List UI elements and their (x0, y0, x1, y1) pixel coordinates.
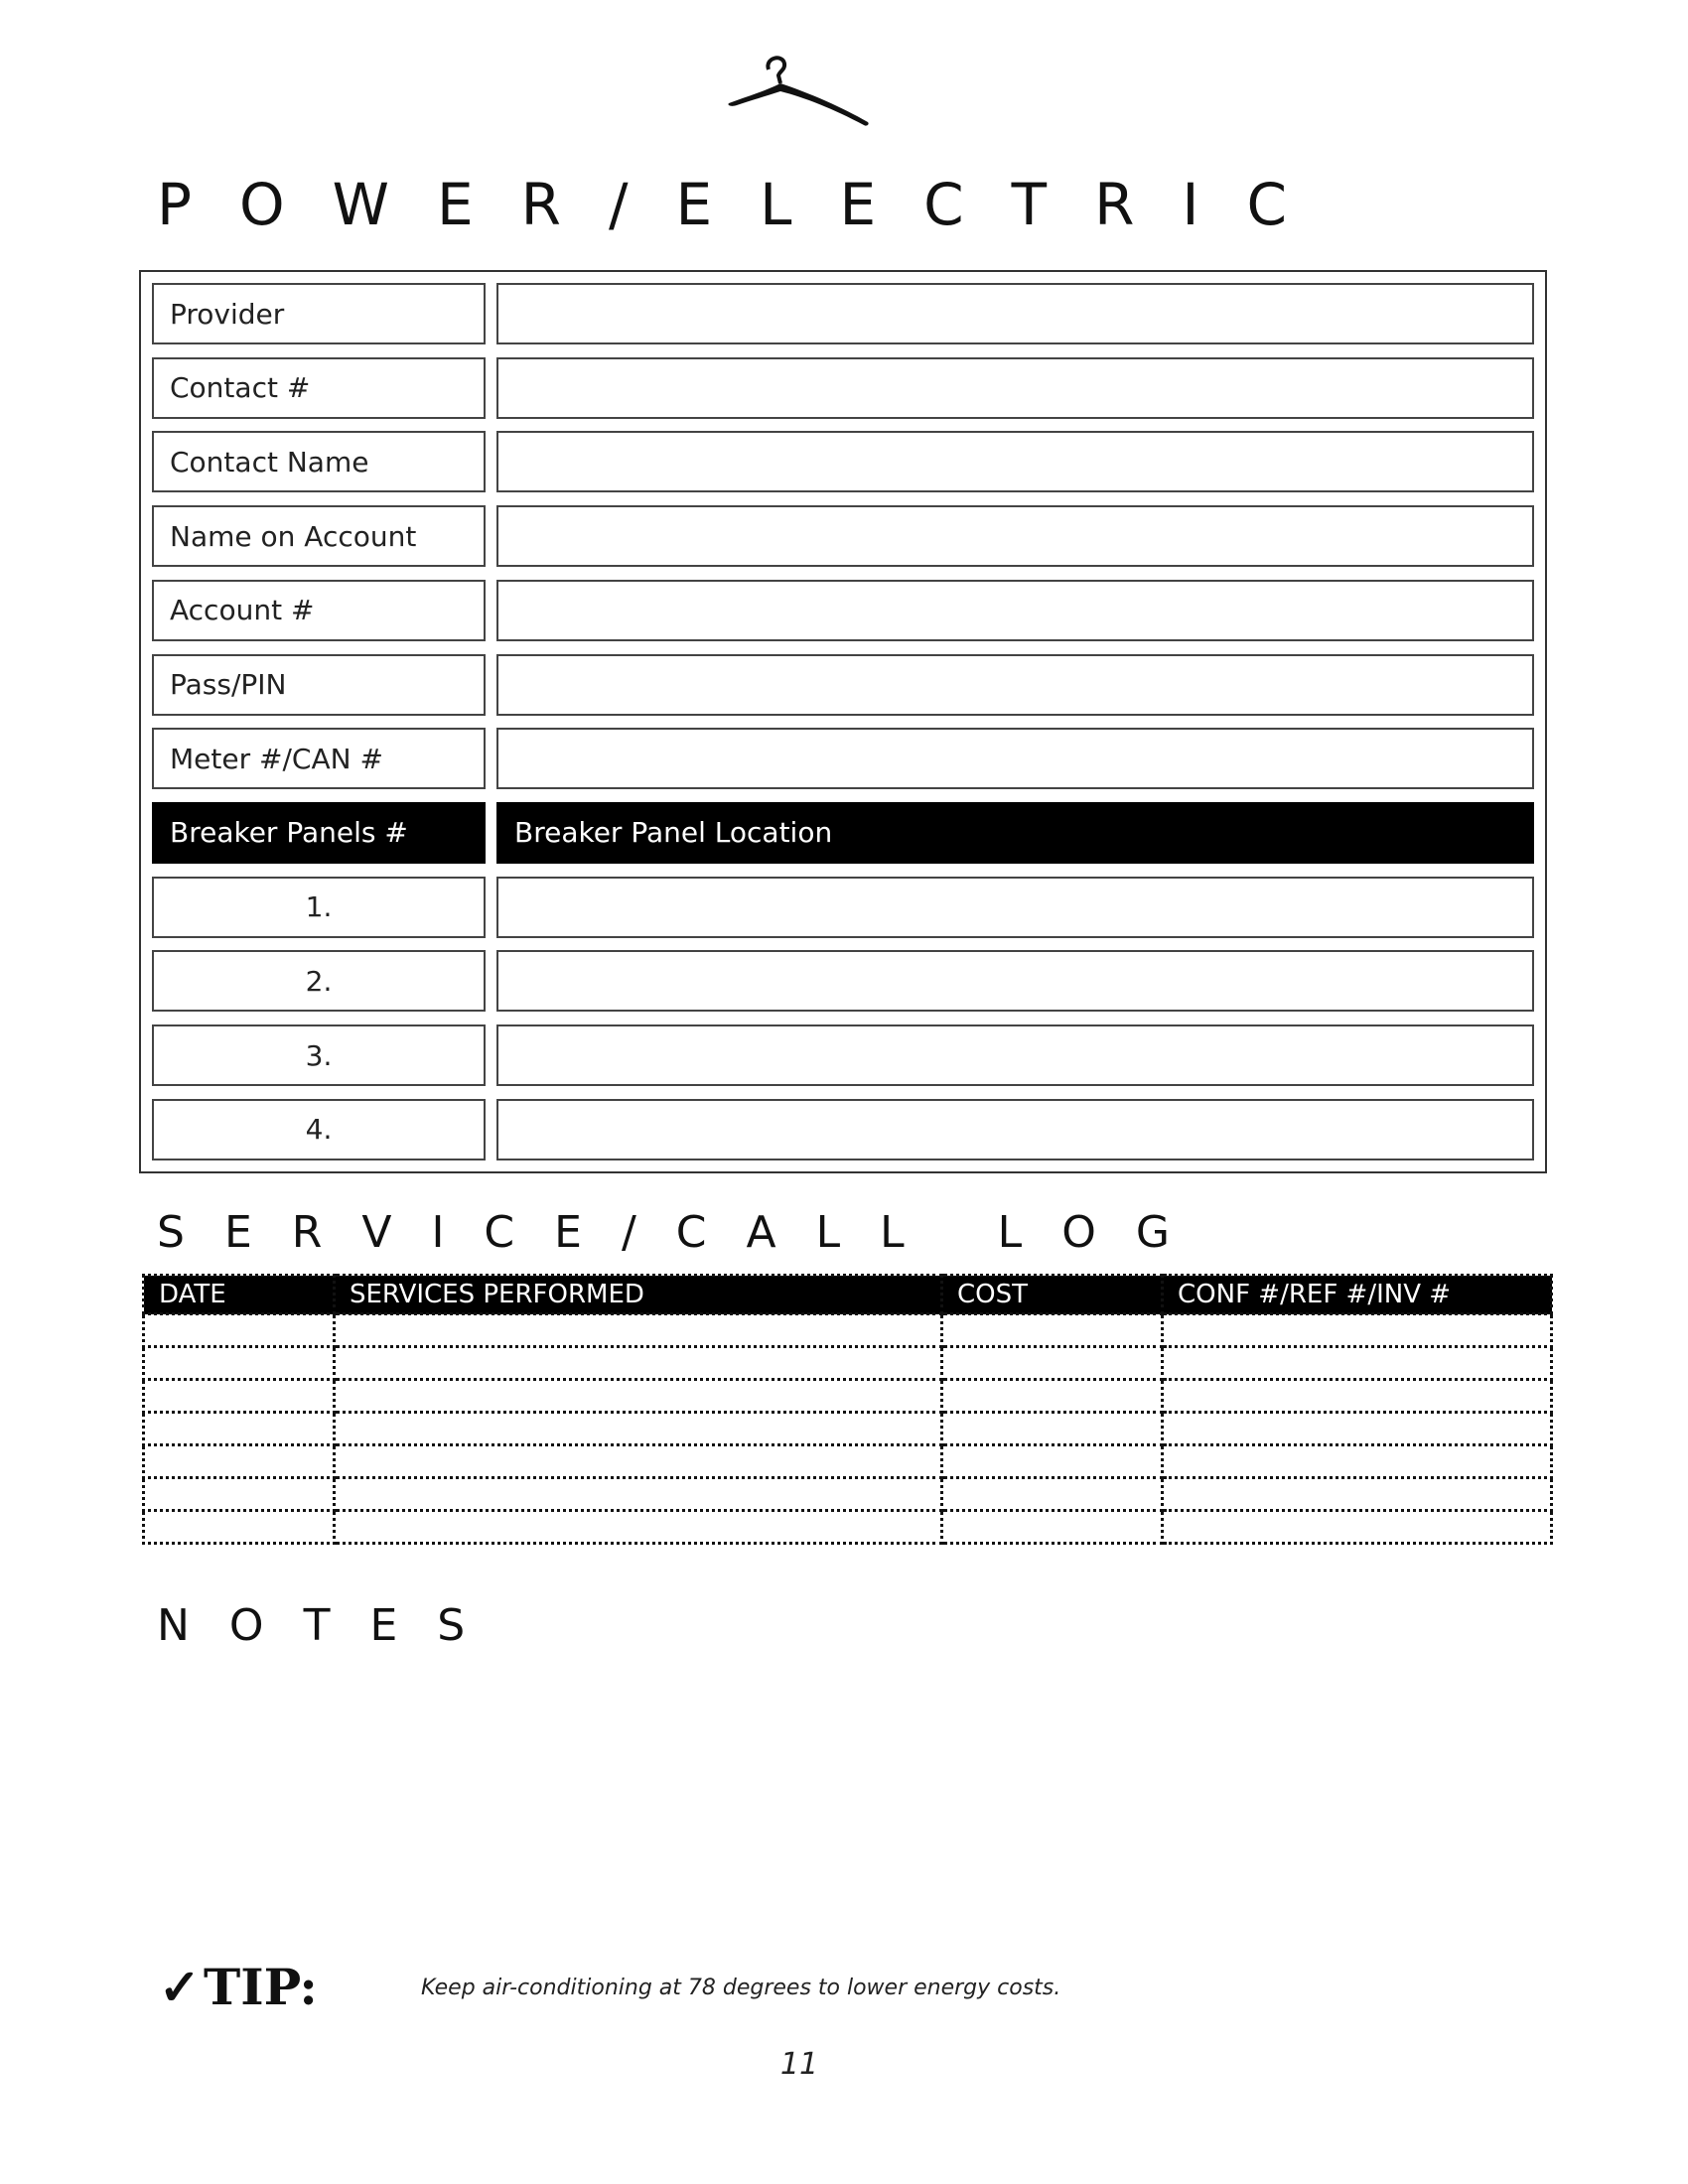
log-column-header: COST (942, 1276, 1163, 1314)
log-cell[interactable] (144, 1380, 335, 1413)
log-cell[interactable] (1163, 1380, 1552, 1413)
checkmark-icon: ✓ (159, 1958, 201, 2016)
hanger-icon (725, 52, 874, 131)
log-row (144, 1314, 1552, 1347)
log-cell[interactable] (1163, 1314, 1552, 1347)
field-label: Account # (152, 580, 486, 641)
log-cell[interactable] (942, 1347, 1163, 1380)
log-cell[interactable] (942, 1511, 1163, 1544)
log-cell[interactable] (144, 1347, 335, 1380)
log-cell[interactable] (144, 1314, 335, 1347)
log-cell[interactable] (942, 1314, 1163, 1347)
log-cell[interactable] (942, 1413, 1163, 1445)
field-row (152, 357, 1534, 419)
field-row (152, 580, 1534, 641)
log-cell[interactable] (1163, 1347, 1552, 1380)
log-cell[interactable] (144, 1511, 335, 1544)
field-label: Name on Account (152, 505, 486, 567)
log-column-header: SERVICES PERFORMED (335, 1276, 942, 1314)
log-row (144, 1347, 1552, 1380)
log-column-header: CONF #/REF #/INV # (1163, 1276, 1552, 1314)
log-cell[interactable] (942, 1380, 1163, 1413)
notes-title: N O T E S (157, 1600, 466, 1651)
service-log-title: S E R V I C E / C A L L L O G (157, 1207, 1170, 1258)
log-row (144, 1511, 1552, 1544)
log-cell[interactable] (1163, 1478, 1552, 1511)
log-cell[interactable] (335, 1380, 942, 1413)
log-row (144, 1413, 1552, 1445)
field-input[interactable] (496, 654, 1534, 716)
breaker-number: 1. (152, 877, 486, 938)
page-number: 11 (779, 2047, 819, 2082)
field-input[interactable] (496, 357, 1534, 419)
field-label: Meter #/CAN # (152, 728, 486, 789)
field-input[interactable] (496, 283, 1534, 344)
field-label: Provider (152, 283, 486, 344)
breaker-location-input[interactable] (496, 1099, 1534, 1160)
log-cell[interactable] (335, 1445, 942, 1478)
breaker-location-input[interactable] (496, 877, 1534, 938)
breaker-row (152, 950, 1534, 1012)
field-input[interactable] (496, 728, 1534, 789)
breaker-location-header: Breaker Panel Location (496, 802, 1534, 864)
log-cell[interactable] (144, 1445, 335, 1478)
field-label: Contact # (152, 357, 486, 419)
account-info-panel (139, 270, 1547, 1173)
breaker-number: 4. (152, 1099, 486, 1160)
field-row (152, 431, 1534, 492)
field-row (152, 728, 1534, 789)
log-cell[interactable] (335, 1511, 942, 1544)
field-label: Pass/PIN (152, 654, 486, 716)
log-cell[interactable] (144, 1413, 335, 1445)
breaker-row (152, 1024, 1534, 1086)
tip-label: TIP: (204, 1958, 318, 2016)
breaker-number: 2. (152, 950, 486, 1012)
log-cell[interactable] (942, 1478, 1163, 1511)
page-title: P O W E R / E L E C T R I C (157, 171, 1288, 238)
log-cell[interactable] (144, 1478, 335, 1511)
log-cell[interactable] (942, 1445, 1163, 1478)
breaker-panels-header: Breaker Panels # (152, 802, 486, 864)
breaker-row (152, 877, 1534, 938)
field-row (152, 283, 1534, 344)
breaker-location-input[interactable] (496, 950, 1534, 1012)
field-row (152, 654, 1534, 716)
log-row (144, 1478, 1552, 1511)
log-cell[interactable] (1163, 1511, 1552, 1544)
breaker-number: 3. (152, 1024, 486, 1086)
field-label: Contact Name (152, 431, 486, 492)
log-cell[interactable] (1163, 1445, 1552, 1478)
service-call-log-table (142, 1274, 1550, 1586)
field-input[interactable] (496, 431, 1534, 492)
log-cell[interactable] (335, 1314, 942, 1347)
field-row (152, 505, 1534, 567)
log-row (144, 1380, 1552, 1413)
log-cell[interactable] (335, 1478, 942, 1511)
breaker-row (152, 1099, 1534, 1160)
log-cell[interactable] (1163, 1413, 1552, 1445)
log-cell[interactable] (335, 1413, 942, 1445)
field-input[interactable] (496, 505, 1534, 567)
log-cell[interactable] (335, 1347, 942, 1380)
log-row (144, 1445, 1552, 1478)
tip-text: Keep air-conditioning at 78 degrees to lower energy costs. (421, 1976, 1061, 2000)
log-column-header: DATE (144, 1276, 335, 1314)
breaker-location-input[interactable] (496, 1024, 1534, 1086)
breaker-header-row (152, 802, 1534, 864)
field-input[interactable] (496, 580, 1534, 641)
